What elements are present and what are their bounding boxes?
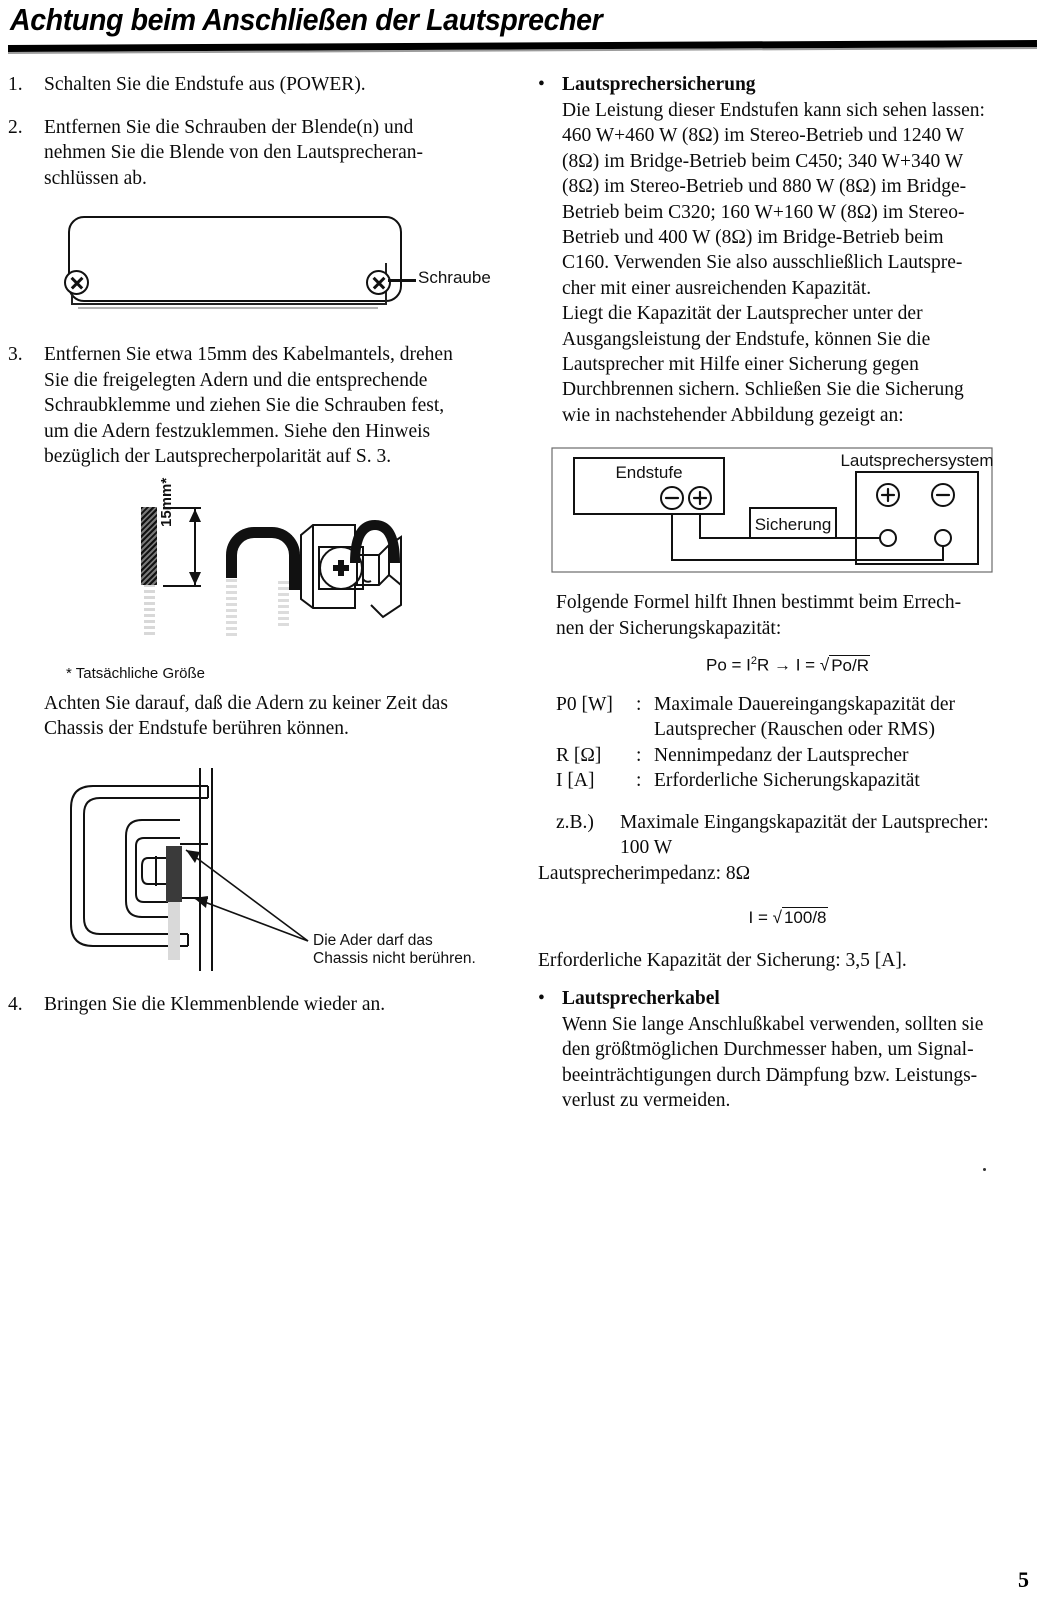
text-line: wie in nachstehender Abbildung gezeigt an: — [562, 404, 904, 426]
text-line: Betrieb und 400 W (8Ω) im Bridge-Betrieb beim — [562, 227, 944, 249]
text-line: C160. Verwenden Sie also ausschließlich Lautspre- — [562, 252, 963, 274]
definition-key: I [A] — [556, 770, 595, 792]
screw-icon — [366, 270, 391, 295]
amp-box-label: Endstufe — [615, 463, 683, 483]
text-line: beeinträchtigungen durch Dämpfung bzw. Leistungs- — [562, 1064, 978, 1086]
example-key: z.B.) — [556, 811, 594, 833]
formula-intro — [556, 590, 1038, 641]
text-line: Entfernen Sie etwa 15mm des Kabelmantels, drehen — [44, 344, 453, 365]
stray-ink-dot — [983, 1168, 986, 1171]
step-text — [44, 992, 508, 1018]
text-line: Schalten Sie die Endstufe aus (POWER). — [44, 74, 366, 95]
page-number: 5 — [1018, 1567, 1029, 1592]
formula-radicand: Po/R — [831, 655, 869, 675]
definition-row — [556, 743, 1038, 769]
fuse-wiring-diagram — [538, 440, 1038, 580]
step-number: 2. — [8, 116, 23, 138]
right-column — [538, 72, 1038, 1115]
arrow-up-icon — [189, 509, 201, 522]
example-row — [556, 810, 1038, 836]
definition-colon: : — [636, 744, 642, 766]
formula-lhs: Po = I — [706, 655, 751, 675]
definition-colon: : — [636, 770, 642, 792]
text-line: Entfernen Sie die Schrauben der Blende(n) und — [44, 116, 414, 138]
definition-continuation: Lautsprecher (Rauschen oder RMS) — [654, 719, 936, 741]
text-line: Ausgangsleistung der Endstufe, können Sie die — [562, 328, 931, 350]
screw-icon — [64, 270, 89, 295]
text-line: Sie die freigelegten Adern und die entsprechende — [44, 369, 428, 391]
step-item — [8, 992, 508, 1018]
chassis-warning-paragraph — [44, 691, 508, 742]
text-line: nehmen Sie die Blende von den Lautsprecheran- — [44, 142, 424, 163]
section-speaker-fuse — [538, 72, 1038, 428]
faceplate-body — [68, 216, 402, 302]
text-line: Wenn Sie lange Anschlußkabel verwenden, sollten sie — [562, 1013, 984, 1035]
example-impedance: Lautsprecherimpedanz: 8Ω — [538, 862, 751, 884]
text-line: Liegt die Kapazität der Lautsprecher unter der — [562, 303, 923, 325]
arrow-down-icon — [189, 572, 201, 585]
text-line: Chassis der Endstufe berühren können. — [44, 718, 349, 739]
section-paragraph — [562, 1012, 1038, 1114]
example-formula-lhs: I = — [748, 908, 773, 928]
faceplate-figure — [8, 208, 508, 336]
step-number: 3. — [8, 344, 23, 365]
example-value: Maximale Eingangskapazität der Lautsprecher: — [620, 811, 989, 833]
text-line: nen der Sicherungskapazität: — [556, 617, 782, 639]
section-heading: Lautsprechersicherung — [562, 74, 756, 95]
definition-row — [556, 768, 1038, 794]
chassis-note — [313, 932, 476, 968]
text-line: bezüglich der Lautsprecherpolarität auf S. 3. — [44, 446, 392, 467]
cable-jacket — [144, 585, 155, 635]
text-line: Bringen Sie die Klemmenblende wieder an. — [44, 993, 386, 1015]
step-item — [8, 115, 508, 192]
example-formula-radicand: 100/8 — [783, 908, 827, 928]
formula-mid: R → I = — [757, 655, 820, 675]
page-header — [8, 2, 1035, 58]
step-item — [8, 72, 508, 98]
text-line: Betrieb beim C320; 160 W+160 W (8Ω) im Stereo- — [562, 201, 965, 223]
text-line: Lautsprecher mit Hilfe einer Sicherung gegen — [562, 354, 919, 376]
step-text — [44, 72, 508, 98]
bullet-icon: • — [538, 987, 545, 1009]
definition-key: R [Ω] — [556, 744, 602, 766]
text-line: den größtmöglichen Durchmesser haben, um Signal- — [562, 1039, 974, 1061]
example-formula: I = √ 100/8 — [748, 908, 827, 928]
text-line: 460 W+460 W (8Ω) im Stereo-Betrieb und 1240 W — [562, 125, 965, 147]
fuse-formula: $Po = I^2R \to I$ = √ Po/R — [706, 655, 869, 675]
faceplate-bottom-shadow — [78, 307, 378, 309]
text-line: schlüssen ab. — [44, 167, 147, 189]
step-text — [44, 115, 508, 192]
chassis-clearance-figure — [8, 746, 508, 986]
text-line: Schraubklemme und ziehen Sie die Schrauben fest, — [44, 395, 445, 416]
formula-exponent: 2 — [750, 655, 758, 668]
text-line: cher mit einer ausreichenden Kapazität. — [562, 277, 872, 299]
symbol-definitions — [556, 692, 1038, 794]
definition-key: P0 [W] — [556, 693, 613, 715]
bullet-icon: • — [538, 74, 545, 95]
definition-row — [556, 692, 1038, 718]
definition-value: Maximale Dauereingangskapazität der — [654, 693, 956, 715]
definition-colon: : — [636, 693, 642, 715]
fuse-box-label: Sicherung — [754, 515, 832, 535]
step-item — [8, 342, 508, 470]
definition-value: Erforderliche Sicherungskapazität — [654, 770, 920, 792]
text-line: (8Ω) im Bridge-Betrieb beim C450; 340 W+340 W — [562, 150, 964, 172]
actual-size-note: * Tatsächliche Größe — [66, 664, 205, 682]
section-heading: Lautsprecherkabel — [562, 987, 720, 1009]
example-continuation: 100 W — [620, 837, 673, 859]
step-number: 1. — [8, 74, 23, 95]
wire-stripping-figure — [8, 477, 508, 687]
worked-example — [556, 810, 1038, 861]
section-paragraph — [562, 98, 1038, 428]
screw-label: Schraube — [418, 268, 491, 287]
example-result: Erforderliche Kapazität der Sicherung: 3,5 [A]. — [538, 950, 907, 972]
speaker-box-label: Lautsprechersystem — [840, 451, 994, 471]
text-line: Die Leistung dieser Endstufen kann sich sehen lassen: — [562, 100, 985, 121]
text-line: verlust zu vermeiden. — [562, 1089, 731, 1111]
text-line: Achten Sie darauf, daß die Adern zu keiner Zeit das — [44, 692, 448, 714]
step-number: 4. — [8, 993, 23, 1015]
step-text — [44, 342, 508, 470]
left-column — [8, 72, 508, 1034]
definition-value: Nennimpedanz der Lautsprecher — [654, 744, 909, 766]
text-line: Die Ader darf das — [313, 931, 433, 949]
screw-terminal-illustration — [293, 513, 413, 623]
u-wire-leg-right — [278, 578, 289, 626]
text-line: Chassis nicht berühren. — [313, 949, 476, 967]
text-line: Folgende Formel hilft Ihnen bestimmt beim Errech- — [556, 592, 962, 614]
dimension-label: 15mm* — [158, 477, 175, 527]
section-speaker-cable — [538, 986, 1038, 1114]
screw-leader-line — [388, 279, 416, 282]
page-title: Achtung beim Anschließen der Lautsprecher — [10, 2, 603, 37]
stripped-conductor — [141, 507, 157, 585]
faceplate-bottom-edge — [71, 303, 387, 305]
text-line: (8Ω) im Stereo-Betrieb und 880 W (8Ω) im Bridge- — [562, 176, 967, 198]
text-line: Durchbrennen sichern. Schließen Sie die Sicherung — [562, 379, 964, 401]
u-wire-leg-left — [226, 578, 237, 636]
text-line: um die Adern festzuklemmen. Siehe den Hinweis — [44, 420, 431, 442]
